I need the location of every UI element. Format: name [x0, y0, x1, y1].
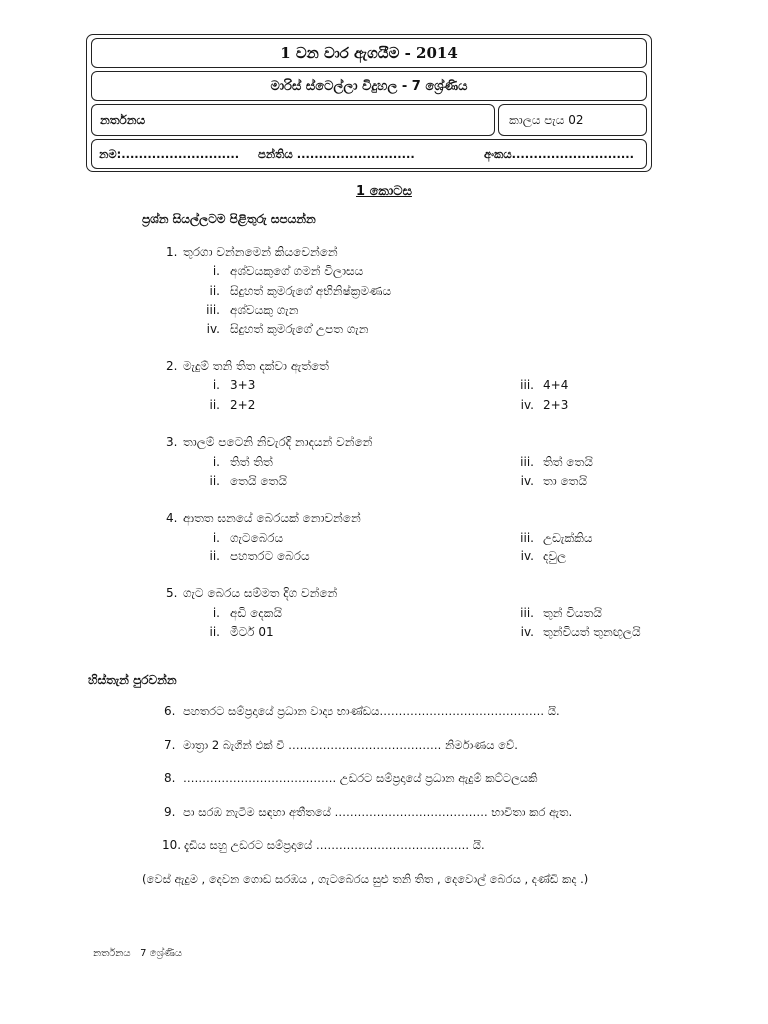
question-number: 9.: [164, 805, 176, 819]
option-text: පහතරට බෙරය: [230, 549, 310, 563]
question-text: ආතත ඝනයේ බෙරයක් නොවන්නේ: [183, 511, 361, 525]
option-numeral: iv.: [520, 549, 534, 563]
option-text: තුන් වියතයි: [543, 606, 602, 620]
class-field: පන්තිය ...........................: [258, 146, 415, 161]
question-number: 4.: [166, 511, 178, 525]
school-name: මාරිස් ස්ටෙල්ලා විදුහල - 7 ශ්‍රේණිය: [270, 78, 468, 94]
option-numeral: i.: [212, 378, 220, 392]
question-text: දැඩිය සහු උඩරට සම්ප්‍රදායේ …………………………………. යි.: [184, 838, 485, 852]
option-numeral: i.: [212, 606, 220, 620]
option-text: සිදුහත් කුමරුගේ අභිනිෂ්ක්‍රමණය: [230, 284, 392, 298]
option-numeral: iii.: [520, 455, 534, 469]
page-footer: නර්තනය 7 ශ්‍රේණිය: [93, 948, 183, 959]
question-number: 5.: [166, 586, 178, 600]
subject-name: නර්තනය: [100, 112, 146, 127]
option-numeral: ii.: [209, 398, 220, 412]
option-text: මීටර් 01: [230, 625, 274, 639]
question-number: 2.: [166, 359, 178, 373]
option-numeral: i.: [212, 264, 220, 278]
option-text: දවුල: [543, 549, 567, 563]
option-text: 4+4: [543, 378, 569, 392]
option-numeral: ii.: [209, 284, 220, 298]
word-bank: (වෙස් ඇදුම , දෙවන ගොඩ සරඹය , ගැටබෙරය සුළු තනි තිත , දෙවොල් බෙරය , දණ්ඩි කද .): [142, 872, 589, 886]
name-field: නම:...........................: [99, 146, 240, 161]
question-number: 8.: [164, 771, 176, 785]
option-text: තිත් තෙයි: [543, 455, 593, 469]
option-numeral: iii.: [520, 531, 534, 545]
option-text: තෙයි තෙයි: [230, 474, 287, 488]
duration-box: [498, 104, 647, 136]
question-number: 6.: [164, 704, 176, 718]
question-text: තුරගා වන්නමෙන් කියවෙන්නේ: [183, 245, 338, 259]
option-numeral: i.: [212, 531, 220, 545]
duration: කාලය පැය 02: [509, 112, 584, 127]
option-numeral: i.: [212, 455, 220, 469]
option-numeral: iii.: [520, 378, 534, 392]
exam-title: 1 වන වාර ඇගයීම - 2014: [280, 44, 458, 62]
school-box: [91, 71, 647, 101]
question-number: 1.: [166, 245, 178, 259]
question-text: තාලම් පටෙනි නිවැරදි නාදයන් වන්නේ: [183, 435, 373, 449]
option-text: අශ්වයකුගේ ගමන් විලාසය: [230, 264, 364, 278]
option-text: ගැටබෙරය: [230, 531, 284, 545]
option-numeral: ii.: [209, 549, 220, 563]
question-text: ගැට බෙරය සම්මත දිග වන්නේ: [183, 586, 338, 600]
student-info-box: [91, 139, 647, 169]
option-text: 3+3: [230, 378, 256, 392]
option-numeral: iii.: [206, 303, 220, 317]
mcq-instruction: ප්‍රශ්න සියල්ලටම පිළිතුරු සපයන්න: [142, 212, 316, 226]
question-text: …………………………………. උඩරට සම්ප්‍රදායේ ප්‍රධාන ඇදුම් කට්ටලයකි: [183, 771, 538, 785]
subject-box: [91, 104, 495, 136]
option-numeral: iv.: [520, 398, 534, 412]
fill-instruction: හිස්තැන් පුරවන්න: [88, 673, 177, 687]
option-text: සිදුහත් කුමරුගේ උපත ගැන: [230, 322, 369, 336]
option-text: අශ්වයකු ගැන: [230, 303, 299, 317]
option-text: උඩැක්කිය: [543, 531, 593, 545]
option-text: අඩි දෙකයි: [230, 606, 282, 620]
option-numeral: iii.: [520, 606, 534, 620]
option-numeral: ii.: [209, 474, 220, 488]
option-text: 2+2: [230, 398, 256, 412]
question-text: මාත්‍රා 2 බැගින් එක් වී …………………………………. නිර්මාණය වේ.: [183, 738, 518, 752]
option-text: තුන්වියත් තුනඟුලයි: [543, 625, 641, 639]
exam-title-box: [91, 38, 647, 68]
option-numeral: iv.: [520, 474, 534, 488]
question-number: 10.: [162, 838, 182, 852]
question-text: පා සරඹ නැටීම සඳහා අතීතයේ …………………………………. භාවිතා කර ඇත.: [183, 805, 573, 819]
option-numeral: iv.: [206, 322, 220, 336]
option-text: තා තෙයි: [543, 474, 588, 488]
option-text: 2+3: [543, 398, 569, 412]
option-numeral: ii.: [209, 625, 220, 639]
index-field: අංකය............................: [484, 146, 634, 161]
question-text: මැදුම් තනි තිත දක්වා ඇත්තේ: [183, 359, 329, 373]
option-text: තිත් තිත්: [230, 455, 273, 469]
question-text: පහතරට සම්ප්‍රදායේ ප්‍රධාන වාද්‍ය භාණ්ඩය……………………………………. යි.: [183, 704, 560, 718]
part-title: 1 කොටස: [356, 184, 412, 199]
option-numeral: iv.: [520, 625, 534, 639]
question-number: 7.: [164, 738, 176, 752]
question-number: 3.: [166, 435, 178, 449]
